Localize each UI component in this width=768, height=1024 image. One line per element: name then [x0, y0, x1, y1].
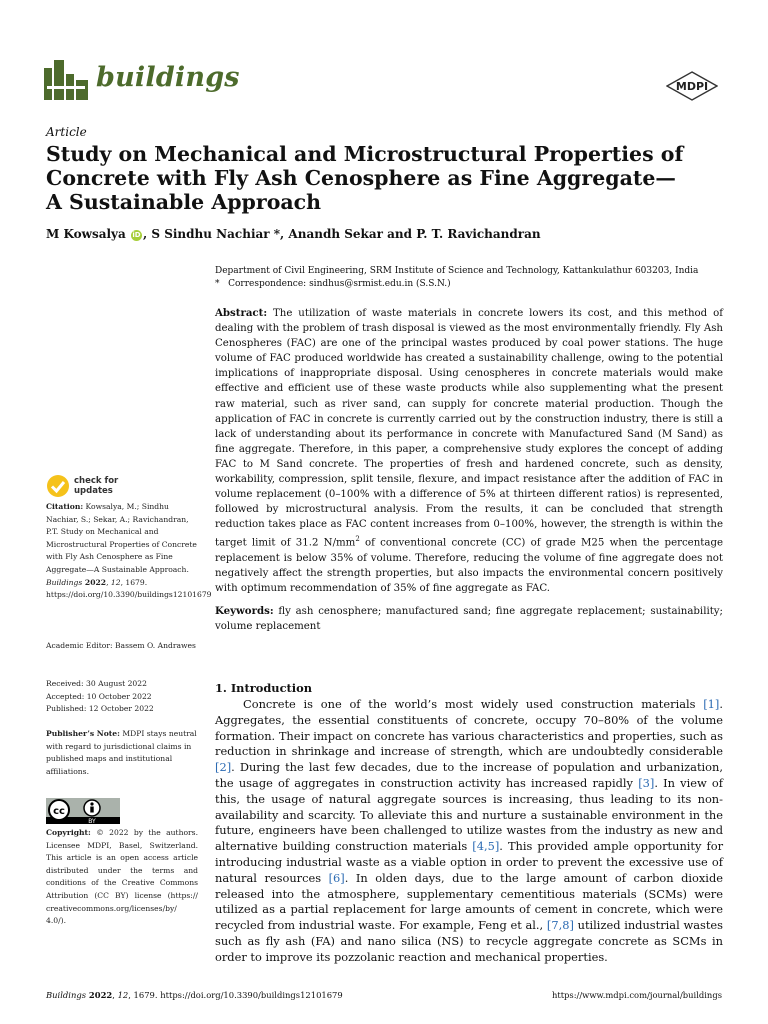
article-title: Study on Mechanical and Microstructural Properties of Concrete with Fly Ash Cenosphere as Fine Aggregate—A Sustainable Approach: [46, 142, 684, 214]
keywords: [215, 604, 723, 634]
copyright-label: Copyright:: [46, 828, 91, 837]
affiliation: Department of Civil Engineering, SRM Institute of Science and Technology, Kattankulathur 603203, India: [215, 266, 699, 276]
check-updates-icon: [46, 474, 70, 498]
citation-year: 2022: [82, 577, 107, 587]
author-list: [46, 227, 541, 241]
keywords-label: Keywords:: [215, 605, 274, 617]
citation-journal: Buildings: [46, 577, 83, 587]
section-heading: 1. Introduction: [215, 681, 312, 695]
orcid-icon[interactable]: iD: [132, 231, 141, 239]
correspondence-text: Correspondence: sindhus@srmist.edu.in (S.S.N.): [228, 279, 451, 289]
journal-logo-icon: [44, 60, 90, 100]
abstract-label: Abstract:: [215, 307, 268, 319]
abstract: [215, 306, 723, 596]
citation-volume: 12: [110, 577, 121, 587]
footer-journal-url[interactable]: https://www.mdpi.com/journal/buildings: [551, 990, 722, 1000]
introduction-paragraph: [215, 697, 723, 966]
academic-editor: Academic Editor: Bassem O. Andrawes: [46, 641, 196, 650]
intro-text: . In olden days, due to the large amount of carbon dioxide released into the atmosphere, supplementary cementitious materials (SCMs) were utilized as a partial replacement for large amounts of cement in concrete, which were recycled from industrial waste. For example, Feng et al.,: [215, 870, 723, 933]
svg-text:cc: cc: [53, 806, 65, 817]
citation-block: [46, 501, 212, 602]
footer-sep: ,: [112, 990, 118, 1000]
publisher-note: [46, 728, 198, 778]
check-for-updates-badge[interactable]: [46, 474, 166, 500]
citation-ref[interactable]: [2]: [215, 760, 232, 775]
footer-volume: 12: [117, 990, 129, 1000]
citation-text: Kowsalya, M.; Sindhu Nachiar, S.; Sekar, A.; Ravichandran, P.T. Study on Mechanical and Microstructural Properties of Concrete with Fly Ash Cenosphere as Fine Aggregate—A Sustainable Approach.: [46, 502, 197, 574]
intro-text: . During the last few decades, due to the increase of population and urbanization, the usage of aggregates in construction activity has increased rapidly: [215, 760, 723, 790]
publication-dates: [46, 678, 198, 716]
citation-label: Citation:: [46, 502, 84, 511]
affiliations: [215, 265, 725, 291]
published-date: Published: 12 October 2022: [46, 704, 154, 714]
citation-sep: ,: [106, 577, 111, 587]
mdpi-logo-icon: [666, 71, 718, 101]
correspondence: [215, 278, 725, 291]
article-type: Article: [46, 125, 87, 139]
citation-ref[interactable]: [1]: [703, 697, 720, 711]
check-line-1: check for: [74, 476, 119, 486]
check-updates-label: [74, 476, 118, 496]
check-line-2: updates: [74, 486, 113, 496]
citation-ref[interactable]: [3]: [638, 775, 655, 790]
footer-year: 2022: [86, 990, 113, 1000]
author-name: M Kowsalya: [46, 227, 126, 241]
journal-name: buildings: [96, 62, 240, 93]
author-names: , S Sindhu Nachiar *, Anandh Sekar and P. T. Ravichandran: [143, 227, 541, 241]
intro-text: Concrete is one of the world’s most widely used construction materials: [243, 697, 704, 711]
abstract-superscript: 2: [355, 535, 360, 544]
copyright-text: © 2022 by the authors. Licensee MDPI, Basel, Switzerland. This article is an open access article distributed under the terms and conditions of the Creative Commons Attribution (CC BY) license (https:// creativecommons.org/licenses/by/ 4.0/).: [46, 828, 198, 926]
citation-ref[interactable]: [6]: [328, 870, 345, 885]
intro-text: . This provided ample opportunity for introducing industrial waste as a viable option in order to prevent the excessive use of natural resources: [215, 839, 724, 885]
note-text: MDPI stays neutral with regard to jurisdictional claims in published maps and institutional affiliations.: [46, 729, 197, 776]
received-date: Received: 30 August 2022: [46, 679, 147, 688]
note-label: Publisher’s Note:: [46, 729, 120, 738]
intro-text: . In view of this, the usage of natural aggregate sources is increasing, thus leading to its non-availability and scarcity. To alleviate this and nurture a sustainable environment in the future, engineers have been challenged to utilize wastes from the industry as new and alternative building construction materials: [215, 775, 723, 854]
citation-doi[interactable]: , 1679. https://doi.org/10.3390/buildings12101679: [46, 577, 212, 600]
footer-citation: [46, 990, 343, 1000]
abstract-text: The utilization of waste materials in concrete lowers its cost, and this method of dealing with the problem of trash disposal is viewed as the most environmentally friendly. Fly Ash Cenospheres (FAC) are one of the principal wastes produced by coal power stations. The huge volume of FAC produced worldwide has created a sustainability challenge, owing to the potential implications of inappropriate disposal. Using cenospheres in concrete materials would make effective and efficient use of these waste products while also supplementing what the present raw material, such as river sand, can supply for concrete material production. Though the application of FAC in concrete is currently carried out by the construction industry, there is still a lack of understanding about its performance in concrete with Manufactured Sand (M Sand) as fine aggregate. Therefore, in this paper, a comprehensive study explores the concept of adding FAC to M Sand concrete. The properties of fresh and hardened concrete, such as density, workability, compression, split tensile, flexure, and impact resistance after the addition of FAC in volume replacement (0–100% with a difference of 5% at thirteen different ratios) is represented, followed by microstructural analysis. From the results, it can be concluded that strength reduction takes place as FAC content increases from 0–100%, however, the strength is within the target limit of 31.2 N/mm: [215, 308, 723, 549]
accepted-date: Accepted: 10 October 2022: [46, 691, 152, 701]
correspondence-mark: *: [215, 279, 220, 289]
footer-journal: Buildings: [46, 990, 86, 1000]
intro-text: utilized industrial wastes such as fly ash (FA) and nano silica (NS) to recycle aggregate concrete as SCMs in order to improve its pozzolanic reaction and mechanical properties.: [215, 918, 724, 964]
citation-ref[interactable]: [7,8]: [546, 918, 574, 933]
cc-by-license-icon[interactable]: [46, 798, 120, 824]
keywords-text: fly ash cenosphere; manufactured sand; fine aggregate replacement; sustainability; volume replacement: [215, 606, 723, 633]
footer-doi[interactable]: , 1679. https://doi.org/10.3390/buildings12101679: [128, 990, 343, 1000]
abstract-text-cont: of conventional concrete (CC) of grade M25 when the percentage replacement is below 35% of volume. Therefore, reducing the volume of fine aggregate does not negatively affect the strength properties, but also impacts the environmental concern positively with optimum recommendation of 35% of fine aggregate as FAC.: [215, 537, 723, 595]
intro-text: . Aggregates, the essential constituents of concrete, occupy 70–80% of the volume formation. Their impact on concrete has various characteristics and properties, such as reduction in shrinkage and increase of strength, which are undoubtedly considerable: [215, 697, 723, 759]
copyright-block: [46, 827, 198, 928]
cc-by-text: BY: [88, 818, 96, 824]
citation-ref[interactable]: [4,5]: [472, 839, 500, 854]
publisher-name: MDPI: [675, 80, 709, 93]
